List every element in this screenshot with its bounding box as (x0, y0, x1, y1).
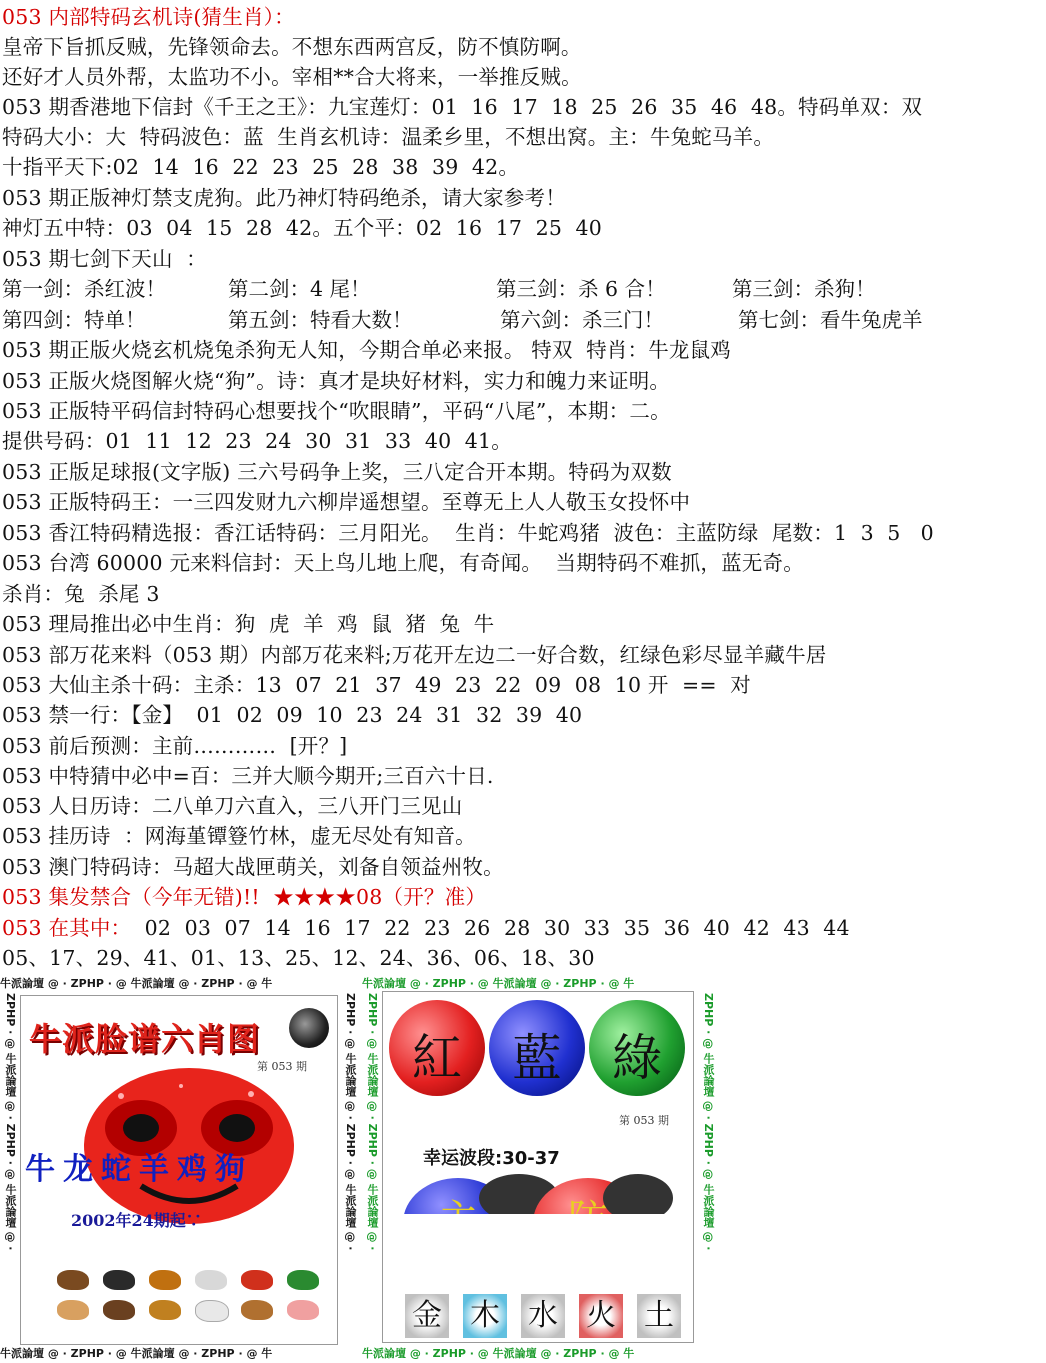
text-line: 053 期七剑下天山 ： (2, 247, 207, 271)
sword-1: 第一剑：杀红波！ (2, 277, 166, 301)
watermark-top: 牛派論壇 @ · ZPHP · @ 牛派論壇 @ · ZPHP · @ 牛 (0, 977, 273, 990)
watermark-bottom: 牛派論壇 @ · ZPHP · @ 牛派論壇 @ · ZPHP · @ 牛 (0, 1347, 273, 1360)
face-chart (20, 995, 338, 1345)
text-line: 053 中特猜中必中=百：三并大顺今期开;三百六十日. (2, 764, 494, 788)
rat-icon (57, 1270, 89, 1290)
text-line: 053 正版火烧图解火烧“狗”。诗：真才是块好材料，实力和魄力来证明。 (2, 369, 671, 393)
goat-icon (103, 1300, 135, 1320)
text-line (2, 913, 850, 943)
text-line: 053 澳门特码诗：马超大战匣萌关，刘备自领益州牧。 (2, 855, 504, 879)
green-ball (589, 1000, 685, 1096)
text-line: 053 台湾 60000 元来料信封：天上鸟儿地上爬，有奇闻。 当期特码不难抓，蓝无奇。 (2, 551, 804, 575)
watermark-right: ZPHP · @ 牛派論壇 @ · ZPHP · @ 牛派論壇 @ · (344, 993, 357, 1251)
text-line: 053 香江特码精选报：香江话特码：三月阳光。 生肖：牛蛇鸡猪 波色：主蓝防绿 尾数：1 3 5 0 (2, 521, 934, 545)
text-line: 杀肖：兔 杀尾 3 (2, 582, 160, 606)
text-line: 053 理局推出必中生肖：狗 虎 羊 鸡 鼠 猪 兔 牛 (2, 612, 495, 636)
sword-3: 第三剑：杀 6 合！ (496, 277, 666, 301)
since-label: 2002年24期起∵ (71, 1211, 202, 1230)
blue-ball-label: 藍 (512, 1029, 562, 1087)
rooster-icon (195, 1300, 229, 1322)
element-earth: 土 (637, 1294, 681, 1338)
face-chart-title: 牛派脸谱六肖图 (29, 1020, 261, 1058)
element-water: 水 (521, 1294, 565, 1338)
watermark-left: ZPHP · @ 牛派論壇 @ · ZPHP · @ 牛派論壇 @ · (4, 993, 17, 1251)
sword-2: 第二剑：4 尾！ (228, 277, 371, 301)
six-zodiacs: 牛龙蛇羊鸡狗 (25, 1152, 253, 1187)
sword-7: 第七剑：看牛兔虎羊 (738, 308, 923, 332)
sword-3b: 第三剑：杀狗！ (732, 277, 876, 301)
sword-5: 第五剑：特看大数！ (228, 308, 413, 332)
text-line: 053 部万花来料（053 期）内部万花来料;万花开左边二一好合数，红绿色彩尽显羊藏牛居 (2, 643, 827, 667)
text-line: 053 人日历诗：二八单刀六直入，三八开门三见山 (2, 794, 463, 818)
text-line: 特码大小：大 特码波色：蓝 生肖玄机诗：温柔乡里，不想出窝。主：牛兔蛇马羊。 (2, 125, 775, 149)
text-line: 053 挂历诗 ：网海堇镡簦竹林，虚无尽处有知音。 (2, 824, 476, 848)
text-line: 神灯五中特：03 04 15 28 42。五个平：02 16 17 25 40 (2, 216, 603, 240)
green-ball-label: 綠 (612, 1029, 662, 1087)
face-chart-issue: 第 053 期 (257, 1060, 307, 1073)
element-gold: 金 (405, 1294, 449, 1338)
text-line: 053 正版特码王：一三四发财九六柳岸遥想望。至尊无上人人敬玉女投怀中 (2, 490, 691, 514)
text-line: 05、17、29、41、01、13、25、12、24、36、06、18、30 (2, 946, 595, 970)
snake-icon (287, 1270, 319, 1290)
text-line: 053 大仙主杀十码：主杀：13 07 21 37 49 23 22 09 08 10 开 == 对 (2, 673, 751, 697)
watermark-top: 牛派論壇 @ · ZPHP · @ 牛派論壇 @ · ZPHP · @ 牛 (362, 977, 635, 990)
text-line: 053 集发禁合（今年无错)!! ★★★★08（开？准） (2, 885, 487, 909)
face-chart-panel (0, 975, 358, 1363)
blue-ball (489, 1000, 585, 1096)
ox-icon (103, 1270, 135, 1290)
color-wave-issue: 第 053 期 (619, 1114, 669, 1127)
text-line: 053 期正版火烧玄机烧兔杀狗无人知，今期合单必来报。 特双 特肖：牛龙鼠鸡 (2, 338, 731, 362)
text-line: 十指平天下:02 14 16 22 23 25 28 38 39 42。 (2, 155, 520, 179)
dog-icon (241, 1300, 273, 1320)
rabbit-icon (195, 1270, 227, 1290)
watermark-left: ZPHP · @ 牛派論壇 @ · ZPHP · @ 牛派論壇 @ · (366, 993, 379, 1251)
text-line: 提供号码：01 11 12 23 24 30 31 33 40 41。 (2, 429, 512, 453)
text-line: 还好才人员外帮，太监功不小。宰相**合大将来，一举推反贼。 (2, 65, 582, 89)
line-prefix: 053 在其中： (2, 916, 132, 940)
lock-icon (289, 1008, 329, 1048)
text-line: 053 正版特平码信封特码心想要找个“吹眼睛”，平码“八尾”，本期：二。 (2, 399, 671, 423)
red-ball-label: 紅 (412, 1029, 462, 1087)
text-line: 053 期正版神灯禁支虎狗。此乃神灯特码绝杀，请大家参考！ (2, 186, 566, 210)
dragon-icon (241, 1270, 273, 1290)
element-wood: 木 (463, 1294, 507, 1338)
color-wave-chart (382, 991, 694, 1343)
text-line: 053 内部特码玄机诗(猜生肖）： (2, 5, 295, 29)
element-fire: 火 (579, 1294, 623, 1338)
line-numbers: 02 03 07 14 16 17 22 23 26 28 30 33 35 36 40 42 43 44 (131, 916, 850, 940)
watermark-bottom: 牛派論壇 @ · ZPHP · @ 牛派論壇 @ · ZPHP · @ 牛 (362, 1347, 635, 1360)
text-line: 053 前后预测：主前………… [开？] (2, 734, 348, 758)
sword-6: 第六剑：杀三门！ (500, 308, 664, 332)
red-ball (389, 1000, 485, 1096)
text-line: 皇帝下旨抓反贼，先锋领命去。不想东西两宫反，防不慎防啊。 (2, 35, 582, 59)
monkey-icon (149, 1300, 181, 1320)
lucky-wave-range: 幸运波段:30-37 (423, 1148, 560, 1169)
color-wave-panel (362, 975, 718, 1363)
text-line: 053 正版足球报(文字版) 三六号码争上奖，三八定合开本期。特码为双数 (2, 460, 672, 484)
white-mask (393, 1214, 683, 1274)
pig-icon (287, 1300, 319, 1320)
text-line: 053 禁一行：【金】 01 02 09 10 23 24 31 32 39 40 (2, 703, 583, 727)
watermark-right: ZPHP · @ 牛派論壇 @ · ZPHP · @ 牛派論壇 @ · (702, 993, 715, 1251)
text-line: 053 期香港地下信封《千王之王》：九宝莲灯：01 16 17 18 25 26 35 46 48。特码单双：双 (2, 95, 923, 119)
tiger-icon (149, 1270, 181, 1290)
horse-icon (57, 1300, 89, 1320)
sword-4: 第四剑：特单！ (2, 308, 146, 332)
